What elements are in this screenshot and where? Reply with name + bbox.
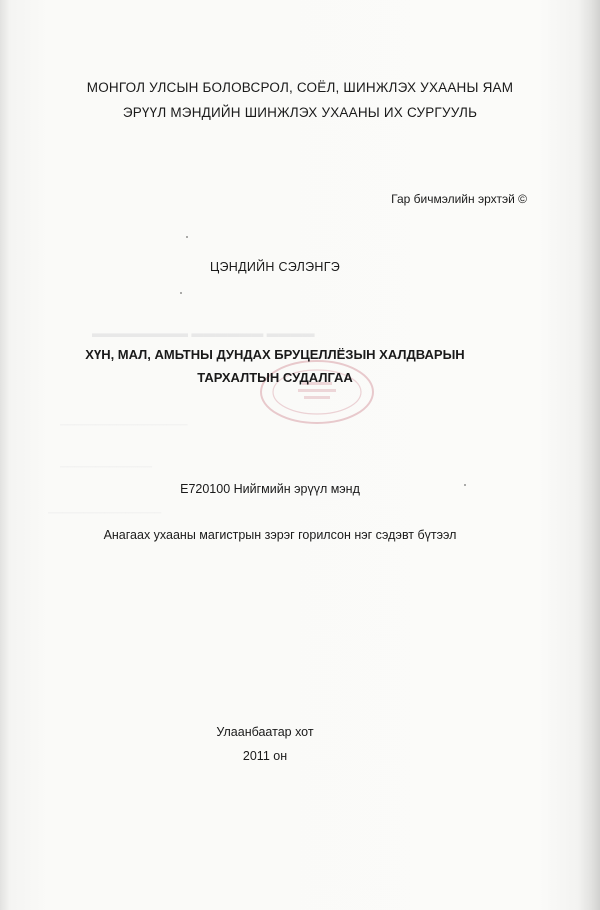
- copyright-notice: Гар бичмэлийн эрхтэй ©: [391, 192, 527, 206]
- bleed-through-lines: ─────────────: [60, 462, 153, 473]
- stamp-seal: [258, 358, 376, 426]
- bleed-through-lines: ──────────────────: [60, 420, 188, 431]
- thesis-title-line-1: ХҮН, МАЛ, АМЬТНЫ ДУНДАХ БРУЦЕЛЛЁЗЫН ХАЛДВАРЫН: [85, 347, 465, 362]
- speciality-code: Е720100 Нийгмийн эрүүл мэнд: [180, 482, 360, 496]
- university-heading: ЭРҮҮЛ МЭНДИЙН ШИНЖЛЭХ УХААНЫ ИХ СУРГУУЛЬ: [122, 105, 478, 120]
- year: 2011 он: [242, 749, 288, 763]
- thesis-title-line-2: ТАРХАЛТЫН СУДАЛГАА: [197, 370, 353, 385]
- page-shadow-right: [578, 0, 600, 910]
- place: Улаанбаатар хот: [216, 725, 314, 739]
- degree-statement: Анагаах ухааны магистрын зэрэг горилсон нэг сэдэвт бүтээл: [103, 528, 457, 542]
- author-name: ЦЭНДИЙН СЭЛЭНГЭ: [209, 260, 341, 274]
- bleed-through-lines: ────────────────: [48, 508, 162, 519]
- page-shadow-left: [0, 0, 10, 910]
- scan-speck: [186, 236, 188, 238]
- ministry-heading: МОНГОЛ УЛСЫН БОЛОВСРОЛ, СОЁЛ, ШИНЖЛЭХ УХААНЫ ЯАМ: [86, 80, 514, 95]
- scan-speck: [180, 292, 182, 294]
- bleed-through-text: ▬▬▬▬ ▬▬▬▬▬▬ ▬▬▬▬▬▬▬▬: [92, 326, 315, 340]
